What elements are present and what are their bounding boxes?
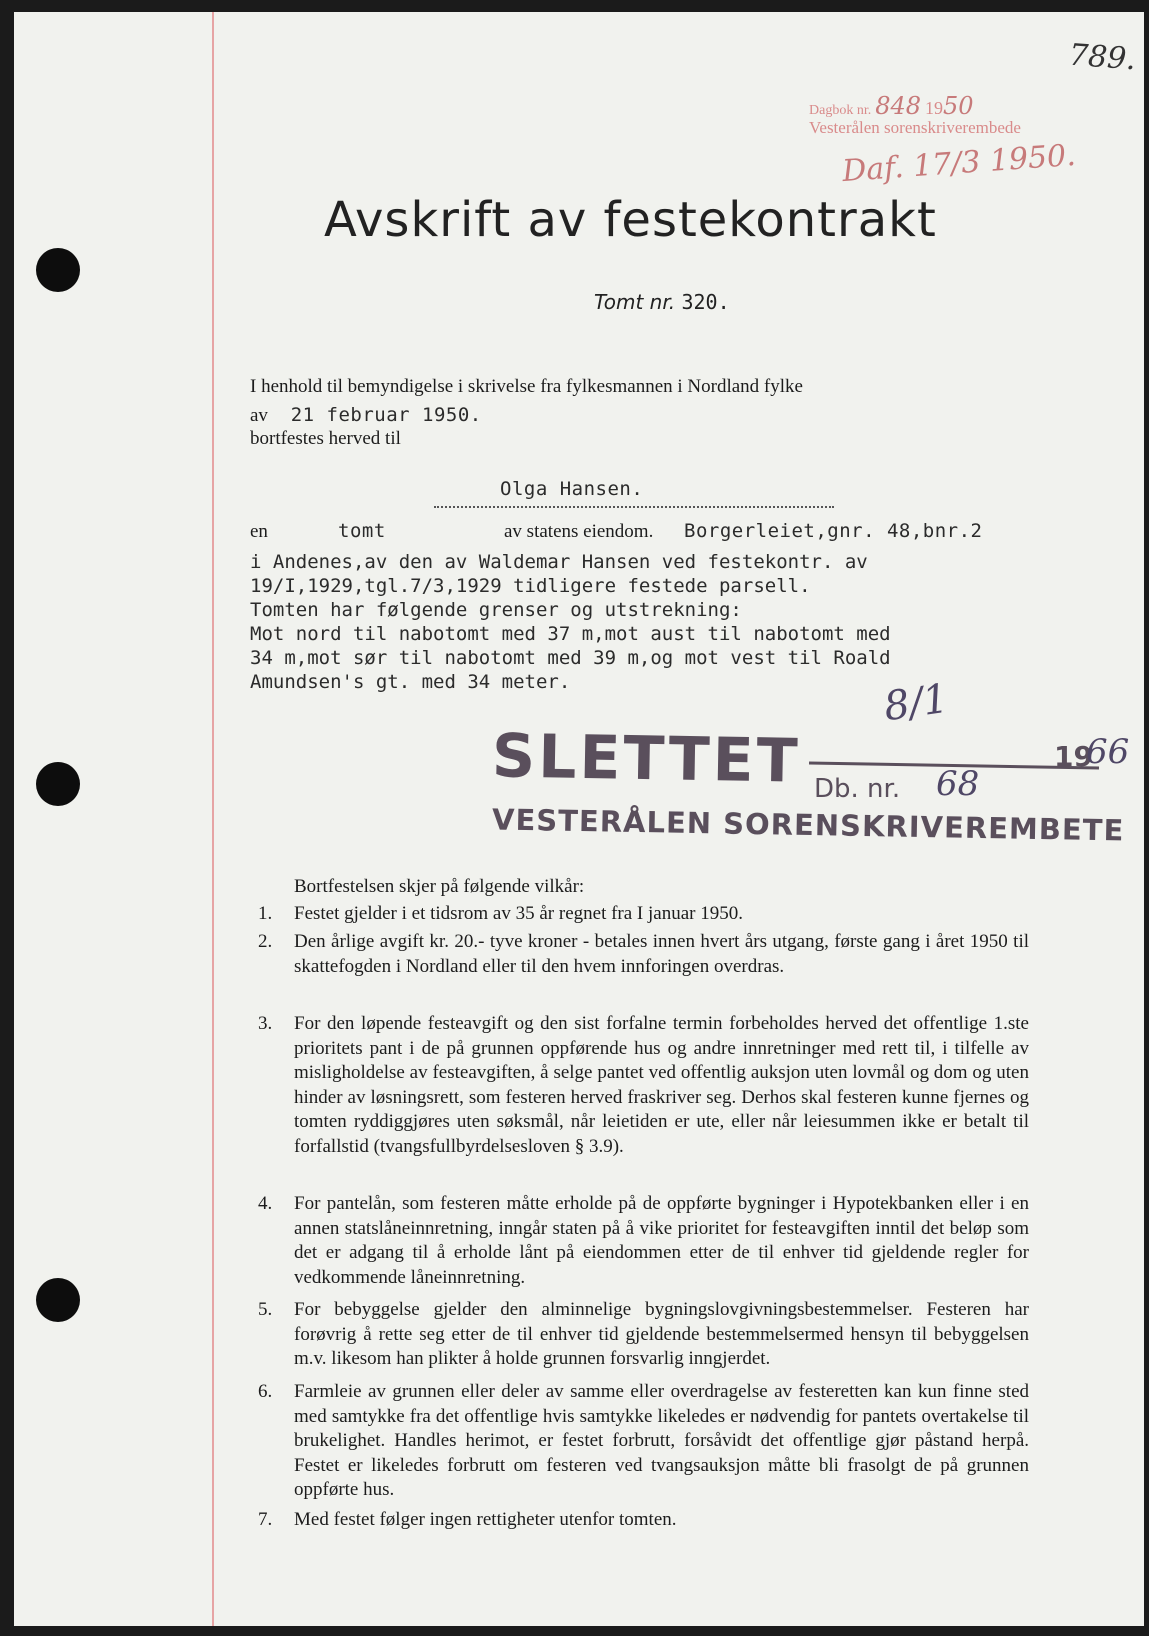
condition-text: Med festet følger ingen rettigheter utenfor tomten. (294, 1509, 677, 1530)
dotted-line (434, 506, 834, 508)
slettet-year-hand: 66 (1086, 732, 1130, 772)
dagbok-label: Dagbok nr. (809, 103, 872, 118)
intro-line-3: bortfestes herved til (250, 428, 401, 449)
tomt-label: Tomt nr. (594, 290, 676, 314)
slettet-office: VESTERÅLEN SORENSKRIVEREMBETE (491, 802, 1125, 848)
condition-number: 1. (258, 903, 273, 924)
document-title: Avskrift av festekontrakt (324, 192, 937, 248)
page-number: 789. (1067, 37, 1137, 78)
condition-text: For den løpende festeavgift og den sist forfalne termin forbeholdes herved det offentlige 1.ste prioritets pant i de på grunnen oppførende hus og andre innretninger med rett til, i tilfelle av misligholdelse av festeavgiften, å selge pantet ved offentlig auksjon uten lovmål og dom og uten hinder av løsningsrett, som festeren herved fraskriver seg. Derhos skal festeren kunne fjernes og tomten ryddiggjøres uten søksmål, når leietiden er ute, eller når leiesummen ikke er betalt til forfallstid (tvangsfullbyrdelsesloven § 3.9). (294, 1013, 1029, 1157)
condition-number: 4. (258, 1193, 273, 1214)
condition-item (258, 1192, 1029, 1290)
intro-line-2 (250, 403, 482, 428)
slettet-year-prefix: 19 (1054, 740, 1093, 773)
condition-number: 5. (258, 1299, 273, 1320)
slettet-db-hand: 68 (936, 764, 980, 804)
intro-line-1: I henhold til bemyndigelse i skrivelse fra fylkesmannen i Nordland fylke (250, 376, 803, 397)
property-ref: Borgerleiet,gnr. 48,bnr.2 (684, 520, 983, 542)
condition-text: Farmleie av grunnen eller deler av samme eller overdragelse av festeretten kan kun finne sted med samtykke fra det offentlige hvis samtykke likeledes er nødvendig for pantets overtakelse til brukelighet. Handles herimot, er festet forbrutt, forsåvidt det offentlige gjør påstand herpå. Festet er likeledes forbrutt om festeren ved tvangsauksjon måtte bli frasolgt de på grunnen oppførte hus. (294, 1381, 1029, 1500)
handwritten-date: Daf. 17/3 1950. (841, 137, 1077, 190)
condition-item (258, 1298, 1029, 1372)
dagbok-stamp (809, 92, 974, 120)
binder-hole (36, 762, 80, 806)
condition-number: 2. (258, 931, 273, 952)
dagbok-number: 848 (875, 92, 922, 120)
intro-date: 21 februar 1950. (290, 404, 482, 426)
binder-hole (36, 1278, 80, 1322)
condition-text: Festet gjelder i et tidsrom av 35 år regnet fra I januar 1950. (294, 903, 743, 924)
av-statens: av statens eiendom. (504, 521, 654, 542)
condition-item (258, 1508, 1029, 1533)
condition-text: Den årlige avgift kr. 20.- tyve kroner - betales innen hvert års utgang, første gang i året 1950 til skattefogden i Nordland eller til den hvem innforingen overdras. (294, 931, 1029, 977)
conditions-heading: Bortfestelsen skjer på følgende vilkår: (294, 876, 585, 897)
condition-item (258, 1380, 1029, 1503)
lessee-name: Olga Hansen. (500, 478, 644, 500)
condition-number: 6. (258, 1381, 273, 1402)
slettet-stamp-word: SLETTET (491, 721, 802, 797)
en-label: en (250, 521, 268, 542)
tomt-value: 320. (681, 290, 730, 314)
intro-av: av (250, 405, 268, 426)
dagbok-year-suffix: 50 (943, 92, 974, 120)
slettet-date-hand: 8/1 (881, 675, 952, 731)
en-value: tomt (338, 520, 386, 542)
condition-item (258, 930, 1029, 979)
condition-item (258, 902, 1029, 927)
binder-hole (36, 248, 80, 292)
slettet-db-label: Db. nr. (814, 774, 901, 804)
condition-number: 7. (258, 1509, 273, 1530)
office-stamp: Vesterålen sorenskriverembede (809, 118, 1021, 137)
document-page (14, 12, 1144, 1626)
property-description: i Andenes,av den av Waldemar Hansen ved festekontr. av 19/I,1929,tgl.7/3,1929 tidligere festede parsell. Tomten har følgende grenser og utstrekning: Mot nord til nabotomt med 37 m,mot aust til nabotomt med 34 m,mot sør til nabotomt med 39 m,og mot vest til Roald Amundsen's gt. med 34 meter. (250, 551, 891, 693)
condition-number: 3. (258, 1013, 273, 1034)
tomt-number (594, 290, 730, 314)
condition-item (258, 1012, 1029, 1159)
condition-text: For pantelån, som festeren måtte erholde på de oppførte bygninger i Hypotekbanken eller i en annen statslåneinnretning, inngår staten på å vike prioritet for festeavgiften inntil det beløp som det er adgang til å erholde lånt på eiendommen etter de til enhver tid gjeldende regler for vedkommende låneinnretning. (294, 1193, 1029, 1288)
margin-line (212, 12, 214, 1626)
dagbok-year-prefix: 19 (925, 98, 944, 118)
condition-text: For bebyggelse gjelder den alminnelige bygningslovgivningsbestemmelser. Festeren har forøvrig å rette seg etter de til enhver tid gjeldende bestemmelsermed hensyn til bebyggelsen m.v. likesom han plikter å holde grunnen forsvarlig inngjerdet. (294, 1299, 1029, 1369)
